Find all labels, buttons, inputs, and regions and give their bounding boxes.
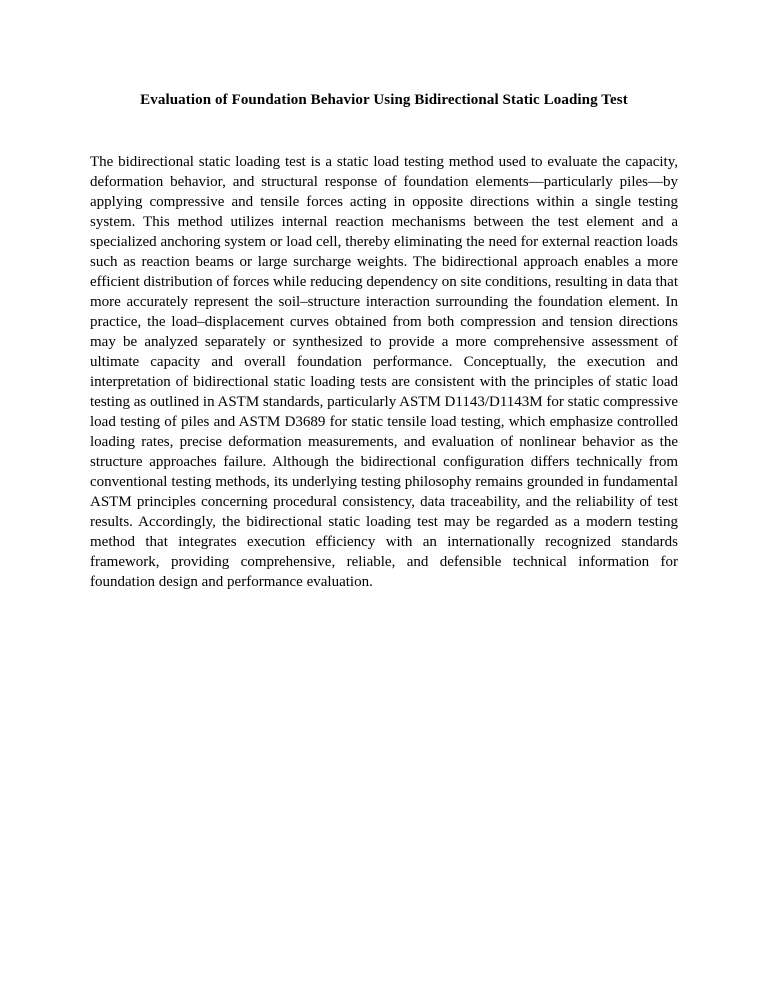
- document-paragraph: The bidirectional static loading test is a static load testing method used to evaluate the capacity, deformation behavior, and structural response of foundation elements—particularly piles—by applying compressive and tensile forces acting in opposite directions within a single testing system. This method utilizes internal reaction mechanisms between the test element and a specialized anchoring system or load cell, thereby eliminating the need for external reaction loads such as reaction beams or large surcharge weights. The bidirectional approach enables a more efficient distribution of forces while reducing dependency on site conditions, resulting in data that more accurately represent the soil–structure interaction surrounding the foundation element. In practice, the load–displacement curves obtained from both compression and tension directions may be analyzed separately or synthesized to provide a more comprehensive assessment of ultimate capacity and overall foundation performance. Conceptually, the execution and interpretation of bidirectional static loading tests are consistent with the principles of static load testing as outlined in ASTM standards, particularly ASTM D1143/D1143M for static compressive load testing of piles and ASTM D3689 for static tensile load testing, which emphasize controlled loading rates, precise deformation measurements, and evaluation of nonlinear behavior as the structure approaches failure. Although the bidirectional configuration differs technically from conventional testing methods, its underlying testing philosophy remains grounded in fundamental ASTM principles concerning procedural consistency, data traceability, and the reliability of test results. Accordingly, the bidirectional static loading test may be regarded as a modern testing method that integrates execution efficiency with an internationally recognized standards framework, providing comprehensive, reliable, and defensible technical information for foundation design and performance evaluation.: [90, 154, 678, 590]
- document-title: Evaluation of Foundation Behavior Using Bidirectional Static Loading Test: [140, 92, 628, 108]
